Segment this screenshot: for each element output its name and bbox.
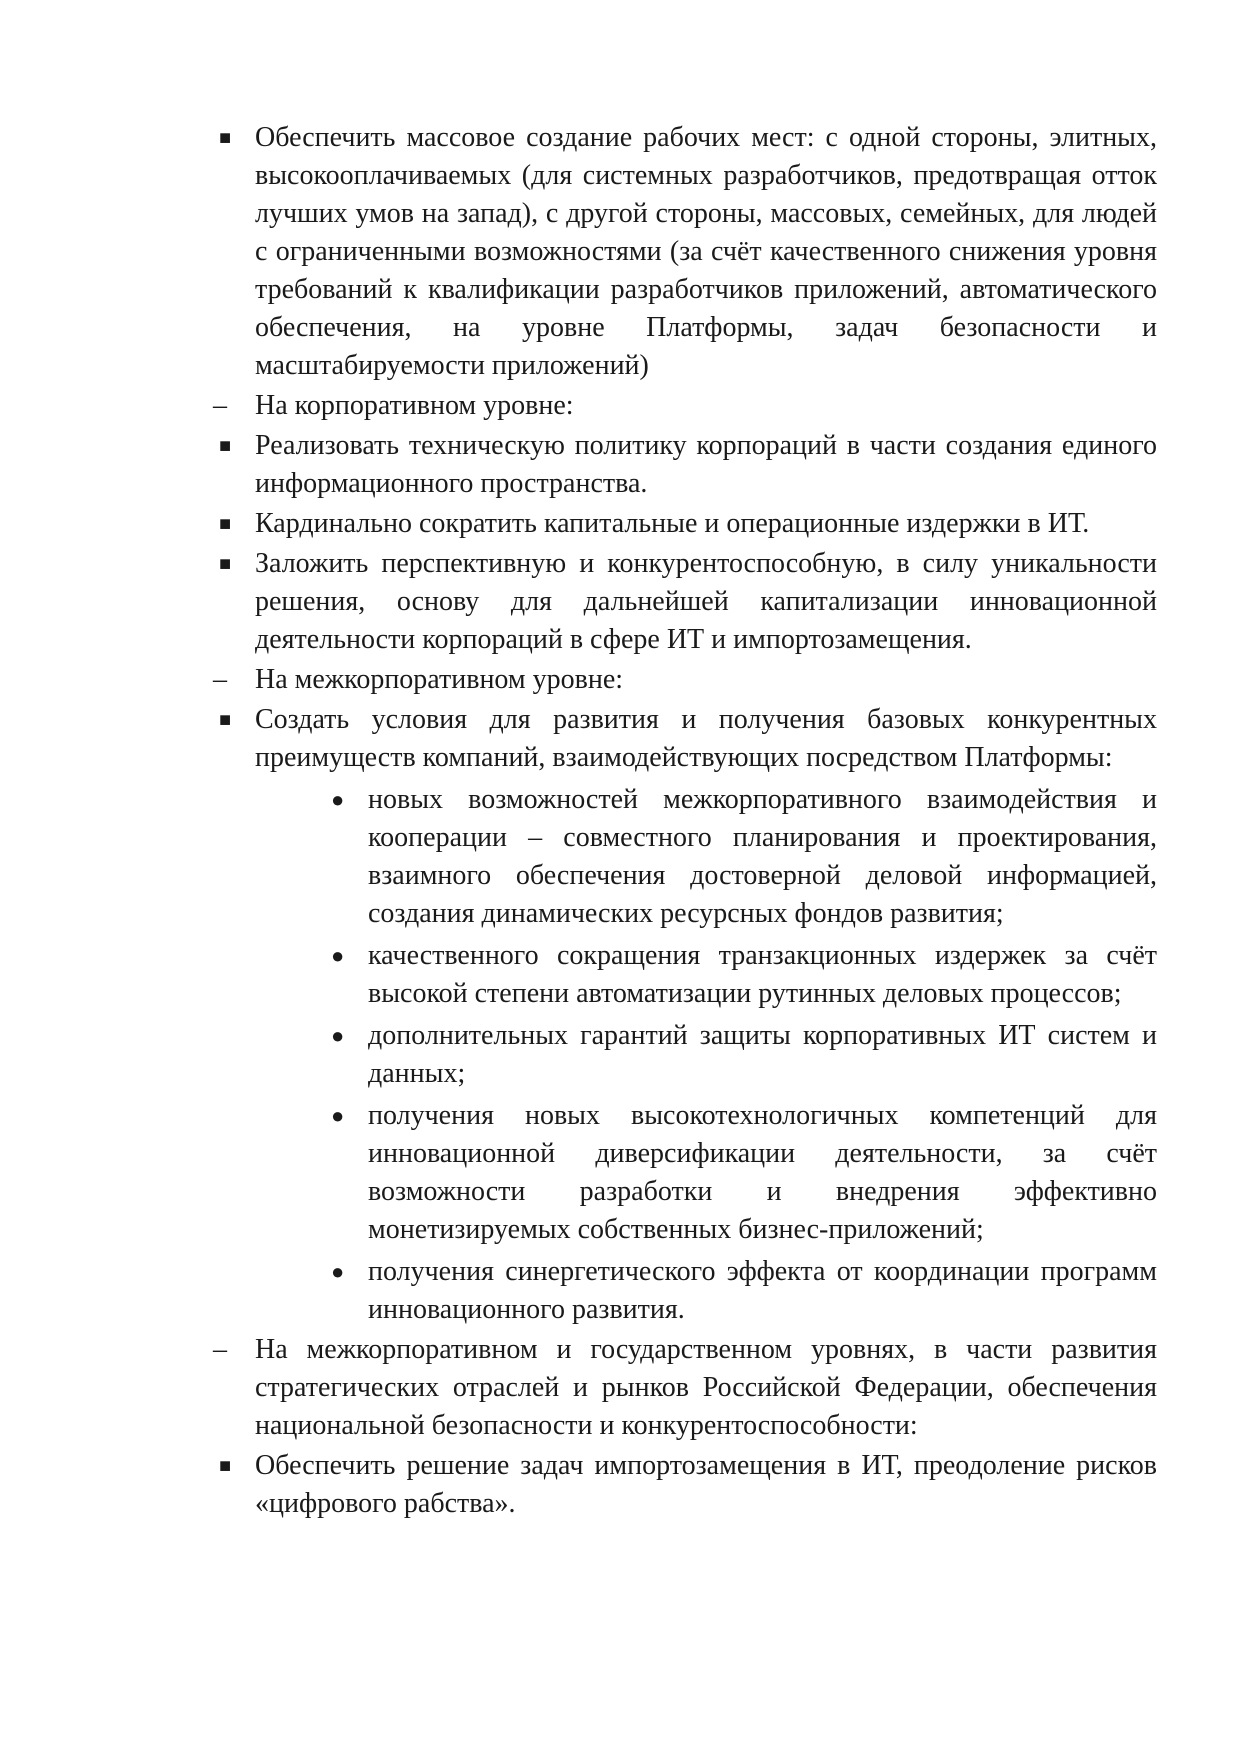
list-item-text: Реализовать техническую политику корпораций в части создания единого информационного пространства. xyxy=(255,430,1157,499)
list-item-text: На межкорпоративном и государственном уровнях, в части развития стратегических отраслей и рынков Российской Федерации, обеспечения национальной безопасности и конкурентоспособности: xyxy=(255,1334,1157,1441)
document-body xyxy=(0,119,1240,1525)
dash-bullet-icon: – xyxy=(213,390,227,421)
list-item xyxy=(219,505,1157,543)
square-bullet-icon: ■ xyxy=(219,513,232,535)
dot-bullet-icon: ● xyxy=(331,787,345,812)
list-item-text: Создать условия для развития и получения базовых конкурентных преимуществ компаний, взаимодействующих посредством Платформы: xyxy=(255,704,1157,773)
list-item xyxy=(219,545,1157,659)
list-item xyxy=(213,387,1157,425)
dot-bullet-icon: ● xyxy=(331,1023,345,1048)
list-item xyxy=(213,1331,1157,1445)
list-item xyxy=(219,1447,1157,1523)
list-item xyxy=(213,661,1157,699)
list-item-text: Заложить перспективную и конкурентоспособную, в силу уникальности решения, основу для дальнейшей капитализации инновационной деятельности корпораций в сфере ИТ и импортозамещения. xyxy=(255,548,1157,655)
list-item-text: На корпоративном уровне: xyxy=(255,390,574,421)
list-item xyxy=(219,701,1157,777)
list-item-text: дополнительных гарантий защиты корпоративных ИТ систем и данных; xyxy=(368,1020,1157,1089)
list-item-text: получения синергетического эффекта от координации программ инновационного развития. xyxy=(368,1256,1157,1325)
list-item xyxy=(331,937,1157,1013)
list-item xyxy=(331,1253,1157,1329)
list-item xyxy=(219,119,1157,385)
dot-bullet-icon: ● xyxy=(331,1103,345,1128)
list-item-text: Обеспечить решение задач импортозамещения в ИТ, преодоление рисков «цифрового рабства». xyxy=(255,1450,1157,1519)
dot-bullet-icon: ● xyxy=(331,1259,345,1284)
square-bullet-icon: ■ xyxy=(219,127,232,149)
list-item xyxy=(331,781,1157,933)
list-item xyxy=(219,427,1157,503)
dash-bullet-icon: – xyxy=(213,1334,227,1365)
list-item-text: Кардинально сократить капитальные и операционные издержки в ИТ. xyxy=(255,508,1090,539)
list-item-text: новых возможностей межкорпоративного взаимодействия и кооперации – совместного планирования и проектирования, взаимного обеспечения достоверной деловой информацией, создания динамических ресурсных фондов развития; xyxy=(368,784,1157,929)
square-bullet-icon: ■ xyxy=(219,709,232,731)
square-bullet-icon: ■ xyxy=(219,553,232,575)
list-item-text: На межкорпоративном уровне: xyxy=(255,664,624,695)
dash-bullet-icon: – xyxy=(213,664,227,695)
list-item-text: получения новых высокотехнологичных компетенций для инновационной диверсификации деятельности, за счёт возможности разработки и внедрения эффективно монетизируемых собственных бизнес-приложений; xyxy=(368,1100,1157,1245)
dot-bullet-icon: ● xyxy=(331,943,345,968)
list-item xyxy=(331,1017,1157,1093)
square-bullet-icon: ■ xyxy=(219,435,232,457)
list-item-text: Обеспечить массовое создание рабочих мест: с одной стороны, элитных, высокооплачиваемых (для системных разработчиков, предотвращая отток лучших умов на запад), с другой стороны, массовых, семейных, для людей с ограниченными возможностями (за счёт качественного снижения уровня требований к квалификации разработчиков приложений, автоматического обеспечения, на уровне Платформы, задач безопасности и масштабируемости приложений) xyxy=(255,122,1157,381)
list-item-text: качественного сокращения транзакционных издержек за счёт высокой степени автоматизации рутинных деловых процессов; xyxy=(368,940,1157,1009)
square-bullet-icon: ■ xyxy=(219,1455,232,1477)
list-item xyxy=(331,1097,1157,1249)
